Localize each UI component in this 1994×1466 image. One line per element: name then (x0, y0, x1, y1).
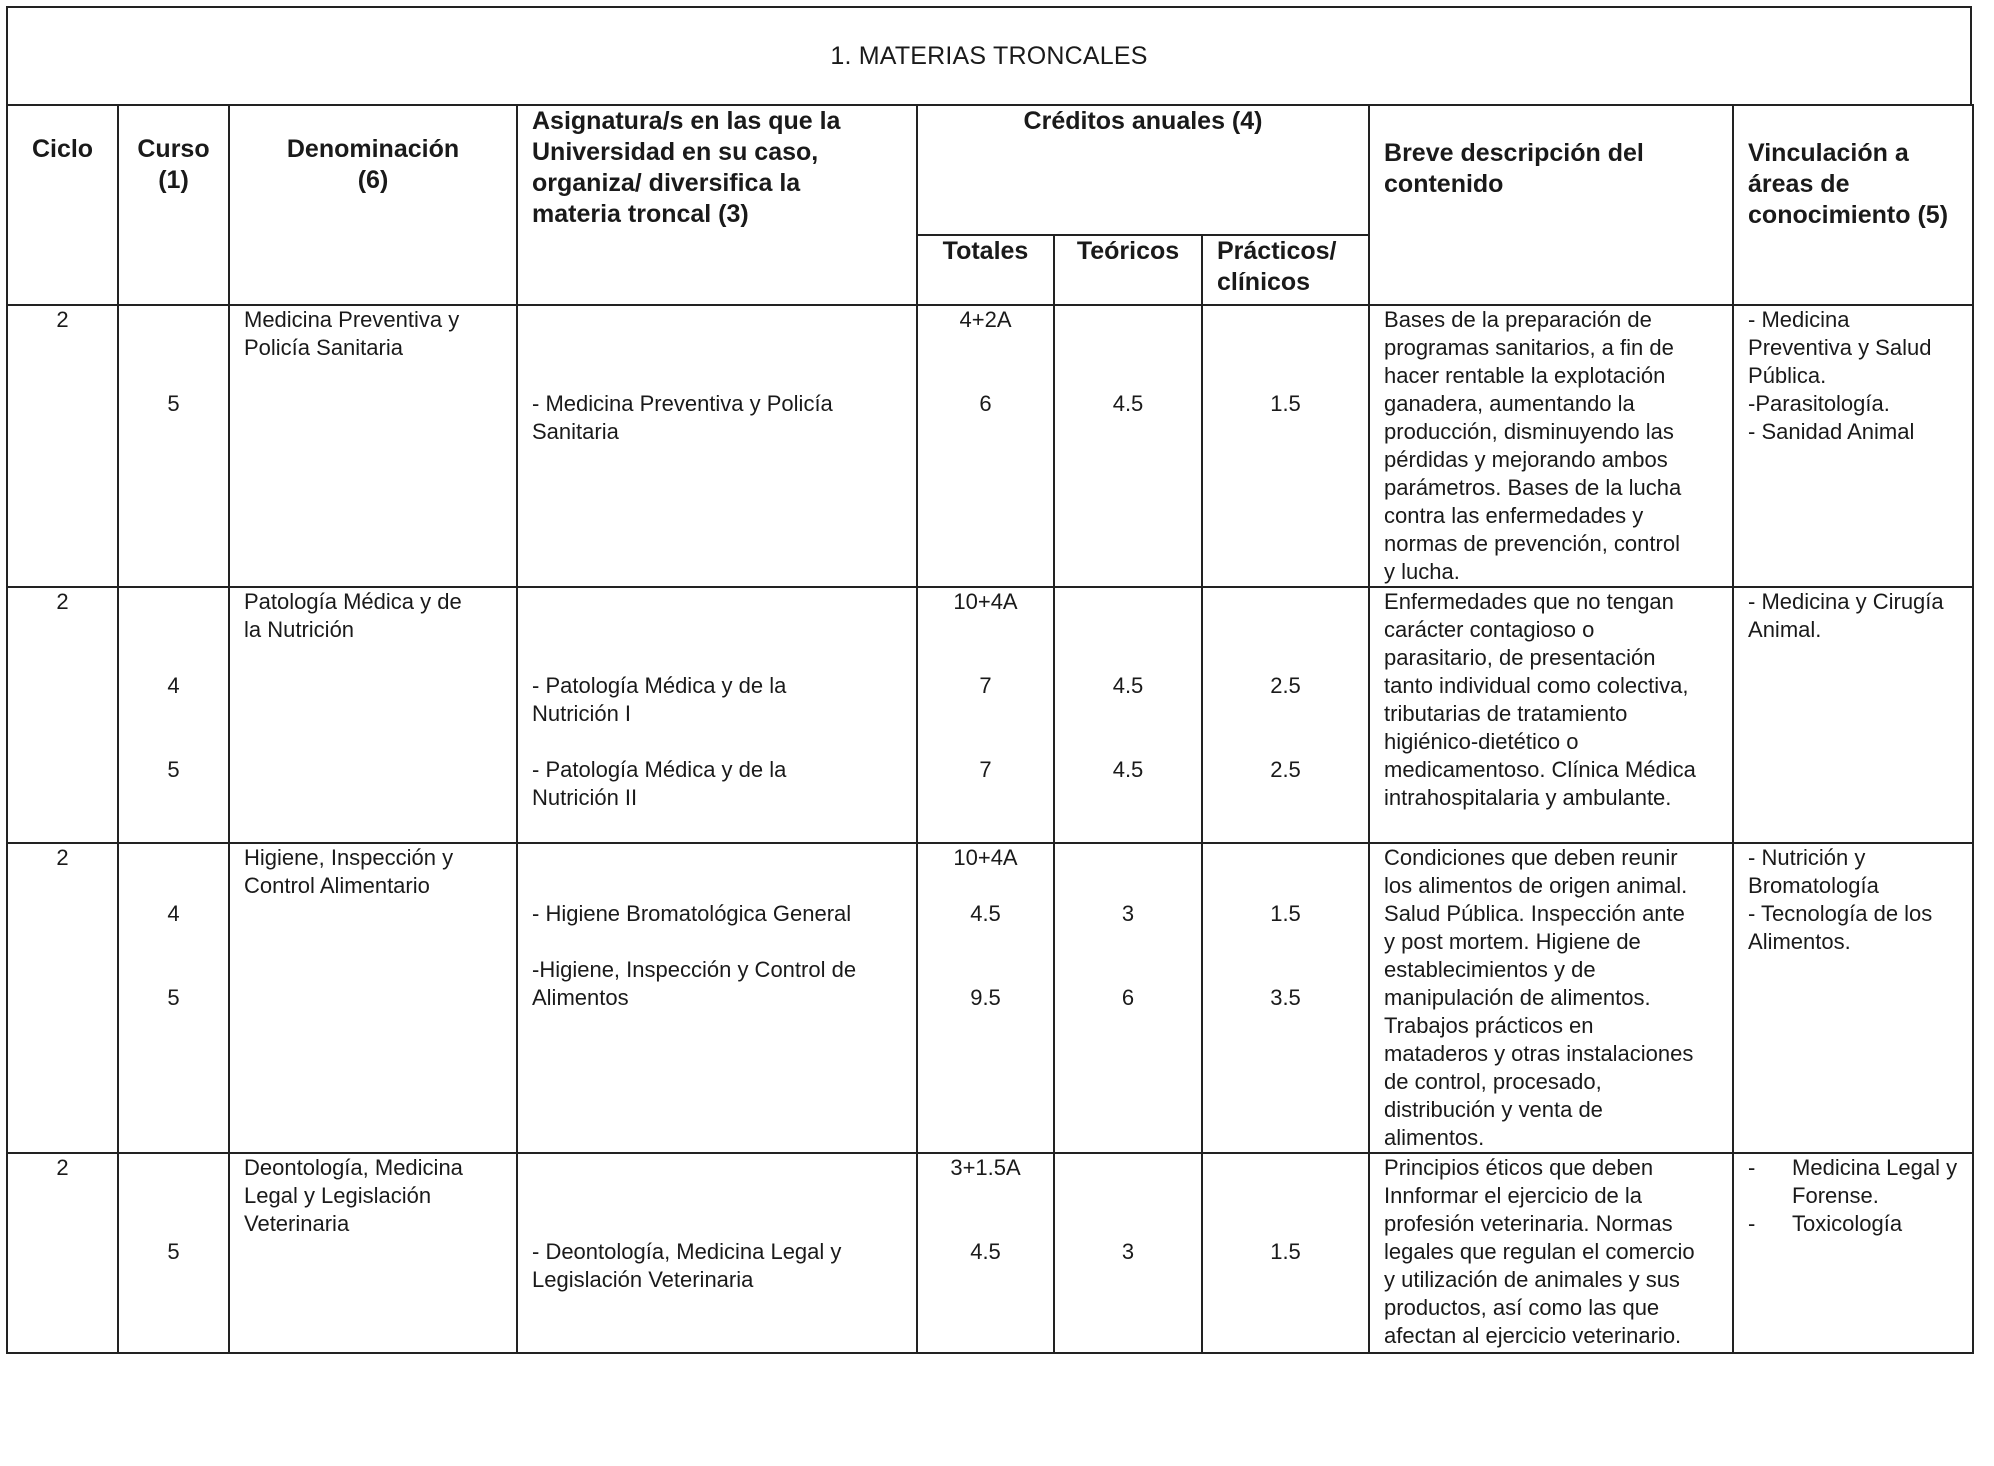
table-row (7, 587, 1973, 843)
asignatura-cell: - Medicina Preventiva y Policía Sanitaria (517, 305, 917, 587)
totales-cell: 10+4A 4.5 9.5 (917, 843, 1054, 1153)
descripcion-cell: Bases de la preparación de programas sanitarios, a fin de hacer rentable la explotación ganadera, aumentando la producción, disminuyendo las pérdidas y mejorando ambos parámetros. Bases de la lucha contra las enfermedades y normas de prevención, control y lucha. (1369, 305, 1733, 587)
table-row (7, 843, 1973, 1153)
curso-cell: 4 5 (118, 587, 229, 843)
vinculacion-cell (1733, 1153, 1973, 1353)
vinculacion-cell: - Medicina y Cirugía Animal. (1733, 587, 1973, 843)
header-denominacion: Denominación (6) (229, 105, 517, 305)
header-ciclo: Ciclo (7, 105, 118, 305)
header-descripcion: Breve descripción del contenido (1369, 105, 1733, 305)
asignatura-cell: - Patología Médica y de la Nutrición I - Patología Médica y de la Nutrición II (517, 587, 917, 843)
asignatura-cell: - Deontología, Medicina Legal y Legislación Veterinaria (517, 1153, 917, 1353)
totales-cell: 3+1.5A 4.5 (917, 1153, 1054, 1353)
header-curso: Curso (1) (118, 105, 229, 305)
list-item: - Toxicología (1748, 1211, 1903, 1236)
teoricos-cell: 3 (1054, 1153, 1202, 1353)
vinculacion-cell: - Medicina Preventiva y Salud Pública. -Parasitología. - Sanidad Animal (1733, 305, 1973, 587)
curso-cell: 5 (118, 305, 229, 587)
section-title-text: 1. MATERIAS TRONCALES (830, 41, 1148, 70)
denominacion-cell: Deontología, Medicina Legal y Legislación Veterinaria (229, 1153, 517, 1353)
practicos-cell: 2.5 2.5 (1202, 587, 1369, 843)
section-title (6, 6, 1972, 104)
materias-table (6, 104, 1974, 1354)
teoricos-cell: 3 6 (1054, 843, 1202, 1153)
curso-cell: 5 (118, 1153, 229, 1353)
header-practicos: Prácticos/ clínicos (1202, 235, 1369, 305)
practicos-cell: 1.5 (1202, 1153, 1369, 1353)
header-totales: Totales (917, 235, 1054, 305)
denominacion-cell: Patología Médica y de la Nutrición (229, 587, 517, 843)
practicos-cell: 1.5 3.5 (1202, 843, 1369, 1153)
vinculacion-cell: - Nutrición y Bromatología - Tecnología de los Alimentos. (1733, 843, 1973, 1153)
denominacion-cell: Medicina Preventiva y Policía Sanitaria (229, 305, 517, 587)
curso-cell: 4 5 (118, 843, 229, 1153)
header-asignaturas: Asignatura/s en las que la Universidad en su caso, organiza/ diversifica la materia troncal (3) (517, 105, 917, 305)
header-vinculacion: Vinculación a áreas de conocimiento (5) (1733, 105, 1973, 305)
ciclo-cell: 2 (7, 843, 118, 1153)
descripcion-cell: Condiciones que deben reunir los alimentos de origen animal. Salud Pública. Inspección ante y post mortem. Higiene de establecimientos y de manipulación de alimentos. Trabajos prácticos en mataderos y otras instalaciones de control, procesado, distribución y venta de alimentos. (1369, 843, 1733, 1153)
totales-cell: 10+4A 7 7 (917, 587, 1054, 843)
table-row (7, 1153, 1973, 1353)
practicos-cell: 1.5 (1202, 305, 1369, 587)
asignatura-cell: - Higiene Bromatológica General -Higiene, Inspección y Control de Alimentos (517, 843, 917, 1153)
descripcion-cell: Principios éticos que deben Innformar el ejercicio de la profesión veterinaria. Normas legales que regulan el comercio y utilización de animales y sus productos, así como las que afectan al ejercicio veterinario. (1369, 1153, 1733, 1353)
table-row (7, 305, 1973, 587)
denominacion-cell: Higiene, Inspección y Control Alimentario (229, 843, 517, 1153)
header-creditos-anuales: Créditos anuales (4) (917, 105, 1369, 235)
teoricos-cell: 4.5 4.5 (1054, 587, 1202, 843)
totales-cell: 4+2A 6 (917, 305, 1054, 587)
list-item: - Medicina Legal y Forense. (1748, 1155, 1958, 1208)
ciclo-cell: 2 (7, 587, 118, 843)
document-sheet (6, 6, 1972, 1354)
teoricos-cell: 4.5 (1054, 305, 1202, 587)
ciclo-cell: 2 (7, 1153, 118, 1353)
descripcion-cell: Enfermedades que no tengan carácter contagioso o parasitario, de presentación tanto individual como colectiva, tributarias de tratamiento higiénico-dietético o medicamentoso. Clínica Médica intrahospitalaria y ambulante. (1369, 587, 1733, 843)
header-teoricos: Teóricos (1054, 235, 1202, 305)
ciclo-cell: 2 (7, 305, 118, 587)
